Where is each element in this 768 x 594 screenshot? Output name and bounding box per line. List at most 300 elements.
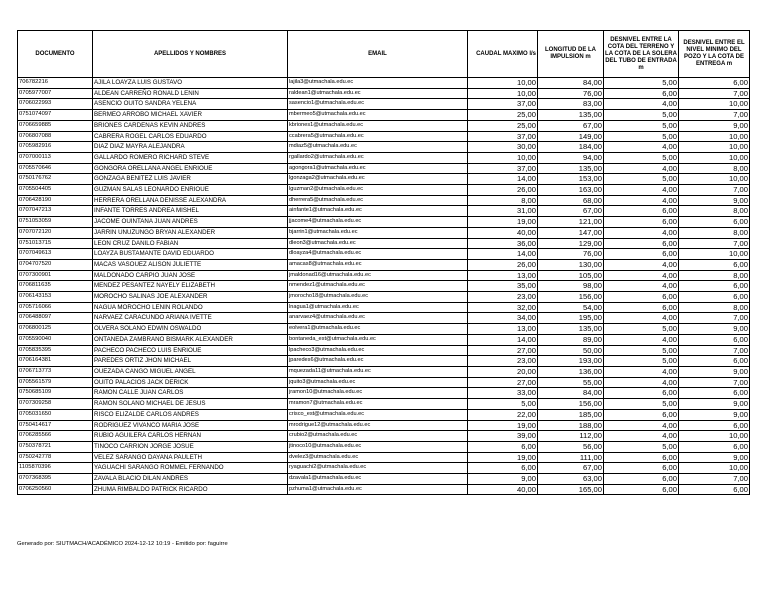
cell-longitud: 67,00 xyxy=(538,120,604,131)
cell-longitud: 67,00 xyxy=(538,206,604,217)
cell-desnivel-terreno: 5,00 xyxy=(604,152,679,163)
cell-caudal: 13,00 xyxy=(468,270,538,281)
cell-desnivel-pozo: 9,00 xyxy=(679,366,750,377)
cell-caudal: 34,00 xyxy=(468,313,538,324)
cell-longitud: 68,00 xyxy=(538,195,604,206)
cell-nombres: LEON CRUZ DANILO FABIAN xyxy=(93,238,288,249)
cell-email: amacas8@utmachala.edu.ec xyxy=(288,259,468,270)
cell-caudal: 40,00 xyxy=(468,484,538,495)
table-row xyxy=(18,281,750,292)
table-row xyxy=(18,185,750,196)
cell-email: dherrera5@utmachala.edu.ec xyxy=(288,195,468,206)
cell-caudal: 5,00 xyxy=(468,399,538,410)
cell-nombres: NAGUA MOROCHO LENIN ROLANDO xyxy=(93,302,288,313)
cell-desnivel-terreno: 6,00 xyxy=(604,474,679,485)
table-row xyxy=(18,110,750,121)
table-row xyxy=(18,142,750,153)
header-caudal: CAUDAL MAXIMO l/s xyxy=(468,31,538,78)
cell-documento: 0706250560 xyxy=(18,484,93,495)
cell-nombres: GALLARDO ROMERO RICHARD STEVE xyxy=(93,152,288,163)
table-body xyxy=(18,78,750,495)
cell-desnivel-pozo: 7,00 xyxy=(679,377,750,388)
table-row xyxy=(18,195,750,206)
cell-desnivel-terreno: 5,00 xyxy=(604,441,679,452)
cell-longitud: 163,00 xyxy=(538,185,604,196)
cell-documento: 706782216 xyxy=(18,78,93,89)
table-row xyxy=(18,463,750,474)
cell-nombres: NARVAEZ CARACUNDO ARIANA IVETTE xyxy=(93,313,288,324)
cell-nombres: LOAYZA BUSTAMANTE DAVID EDUARDO xyxy=(93,249,288,260)
table-row xyxy=(18,152,750,163)
cell-email: jtinoco10@utmachala.edu.ec xyxy=(288,441,468,452)
table-row xyxy=(18,409,750,420)
cell-longitud: 136,00 xyxy=(538,366,604,377)
cell-desnivel-pozo: 10,00 xyxy=(679,142,750,153)
cell-documento: 0704707520 xyxy=(18,259,93,270)
cell-email: sasencio1@utmachala.edu.ec xyxy=(288,99,468,110)
cell-caudal: 19,00 xyxy=(468,452,538,463)
cell-longitud: 67,00 xyxy=(538,463,604,474)
cell-caudal: 35,00 xyxy=(468,281,538,292)
cell-desnivel-pozo: 7,00 xyxy=(679,313,750,324)
cell-nombres: RAMON SOLANO MICHAEL DE JESUS xyxy=(93,399,288,410)
cell-desnivel-pozo: 7,00 xyxy=(679,185,750,196)
table-row xyxy=(18,120,750,131)
cell-longitud: 149,00 xyxy=(538,131,604,142)
cell-nombres: ONTANEDA ZAMBRANO BISMARK ALEXANDER xyxy=(93,334,288,345)
cell-documento: 0706428190 xyxy=(18,195,93,206)
cell-email: anarvaez4@utmachala.edu.ec xyxy=(288,313,468,324)
cell-longitud: 89,00 xyxy=(538,334,604,345)
table-row xyxy=(18,206,750,217)
cell-caudal: 10,00 xyxy=(468,152,538,163)
cell-desnivel-pozo: 6,00 xyxy=(679,334,750,345)
cell-desnivel-pozo: 7,00 xyxy=(679,88,750,99)
cell-nombres: HERRERA ORELLANA DENISSE ALEXANDRA xyxy=(93,195,288,206)
cell-caudal: 10,00 xyxy=(468,88,538,99)
table-row xyxy=(18,238,750,249)
cell-desnivel-terreno: 6,00 xyxy=(604,463,679,474)
cell-desnivel-terreno: 4,00 xyxy=(604,185,679,196)
cell-email: jquito3@utmachala.edu.ec xyxy=(288,377,468,388)
cell-caudal: 39,00 xyxy=(468,431,538,442)
cell-caudal: 31,00 xyxy=(468,206,538,217)
cell-desnivel-terreno: 4,00 xyxy=(604,377,679,388)
table-row xyxy=(18,420,750,431)
cell-nombres: TINOCO CARRION JORGE JOSUE xyxy=(93,441,288,452)
cell-desnivel-terreno: 6,00 xyxy=(604,409,679,420)
cell-desnivel-pozo: 10,00 xyxy=(679,152,750,163)
cell-desnivel-pozo: 8,00 xyxy=(679,206,750,217)
table-row xyxy=(18,227,750,238)
cell-desnivel-terreno: 5,00 xyxy=(604,110,679,121)
cell-desnivel-pozo: 6,00 xyxy=(679,388,750,399)
cell-documento: 0707309258 xyxy=(18,399,93,410)
cell-desnivel-terreno: 4,00 xyxy=(604,334,679,345)
header-desnivel-terreno: DESNIVEL ENTRE LA COTA DEL TERRENO Y LA COTA DE LA SOLERA DEL TUBO DE ENTRADA m xyxy=(604,31,679,78)
cell-longitud: 135,00 xyxy=(538,163,604,174)
cell-documento: 0705570646 xyxy=(18,163,93,174)
cell-longitud: 188,00 xyxy=(538,420,604,431)
cell-email: raldean1@utmachala.edu.ec xyxy=(288,88,468,99)
cell-desnivel-terreno: 6,00 xyxy=(604,302,679,313)
cell-longitud: 83,00 xyxy=(538,99,604,110)
table-row xyxy=(18,292,750,303)
cell-email: crisco_est@utmachala.edu.ec xyxy=(288,409,468,420)
cell-email: rgallardo2@utmachala.edu.ec xyxy=(288,152,468,163)
cell-longitud: 94,00 xyxy=(538,152,604,163)
cell-caudal: 22,00 xyxy=(468,409,538,420)
cell-email: lgonzaga2@utmachala.edu.ec xyxy=(288,174,468,185)
cell-email: jparedes6@utmachala.edu.ec xyxy=(288,356,468,367)
cell-email: pzhuma1@utmachala.edu.ec xyxy=(288,484,468,495)
cell-desnivel-pozo: 6,00 xyxy=(679,281,750,292)
cell-documento: 0705031650 xyxy=(18,409,93,420)
cell-documento: 0707049613 xyxy=(18,249,93,260)
cell-longitud: 193,00 xyxy=(538,356,604,367)
cell-documento: 0705835395 xyxy=(18,345,93,356)
cell-email: jmorocho18@utmachala.edu.ec xyxy=(288,292,468,303)
cell-nombres: PAREDES ORTIZ JHON MICHAEL xyxy=(93,356,288,367)
cell-documento: 0707000113 xyxy=(18,152,93,163)
cell-desnivel-pozo: 9,00 xyxy=(679,409,750,420)
cell-desnivel-terreno: 6,00 xyxy=(604,88,679,99)
cell-documento: 0707072120 xyxy=(18,227,93,238)
cell-documento: 0705504405 xyxy=(18,185,93,196)
cell-caudal: 40,00 xyxy=(468,227,538,238)
cell-desnivel-terreno: 6,00 xyxy=(604,249,679,260)
table-row xyxy=(18,345,750,356)
cell-caudal: 27,00 xyxy=(468,345,538,356)
cell-longitud: 112,00 xyxy=(538,431,604,442)
cell-desnivel-terreno: 6,00 xyxy=(604,388,679,399)
cell-desnivel-terreno: 4,00 xyxy=(604,142,679,153)
cell-documento: 0751013715 xyxy=(18,238,93,249)
cell-caudal: 25,00 xyxy=(468,120,538,131)
cell-documento: 0705982916 xyxy=(18,142,93,153)
cell-longitud: 76,00 xyxy=(538,249,604,260)
table-row xyxy=(18,377,750,388)
cell-caudal: 37,00 xyxy=(468,99,538,110)
cell-longitud: 63,00 xyxy=(538,474,604,485)
cell-desnivel-terreno: 5,00 xyxy=(604,120,679,131)
cell-documento: 0751053059 xyxy=(18,217,93,228)
cell-desnivel-terreno: 4,00 xyxy=(604,366,679,377)
cell-nombres: ZAVALA BLACIO DILAN ANDRES xyxy=(93,474,288,485)
cell-email: ainfante1@utmachala.edu.ec xyxy=(288,206,468,217)
cell-documento: 0706807088 xyxy=(18,131,93,142)
cell-longitud: 84,00 xyxy=(538,78,604,89)
cell-email: lpacheco3@utmachala.edu.ec xyxy=(288,345,468,356)
cell-desnivel-pozo: 9,00 xyxy=(679,452,750,463)
students-table xyxy=(17,30,750,495)
cell-email: nmendez1@utmachala.edu.ec xyxy=(288,281,468,292)
cell-desnivel-terreno: 6,00 xyxy=(604,452,679,463)
cell-nombres: OUITO PALACIOS JACK DERICK xyxy=(93,377,288,388)
cell-email: bontaneda_est@utmachala.edu.ec xyxy=(288,334,468,345)
cell-desnivel-terreno: 5,00 xyxy=(604,345,679,356)
cell-longitud: 111,00 xyxy=(538,452,604,463)
cell-desnivel-terreno: 6,00 xyxy=(604,206,679,217)
cell-desnivel-terreno: 4,00 xyxy=(604,281,679,292)
cell-longitud: 130,00 xyxy=(538,259,604,270)
cell-nombres: RISCO ELIZALDE CARLOS ANDRES xyxy=(93,409,288,420)
cell-documento: 0705561579 xyxy=(18,377,93,388)
table-row xyxy=(18,259,750,270)
header-email: EMAIL xyxy=(288,31,468,78)
header-row xyxy=(18,31,750,78)
cell-email: mbermeo5@utmachala.edu.ec xyxy=(288,110,468,121)
cell-caudal: 36,00 xyxy=(468,238,538,249)
cell-nombres: YAGUACHI SARANGO ROMMEL FERNANDO xyxy=(93,463,288,474)
cell-nombres: OUEZADA CANGO MIGUEL ANGEL xyxy=(93,366,288,377)
cell-desnivel-terreno: 4,00 xyxy=(604,431,679,442)
table-row xyxy=(18,441,750,452)
table-row xyxy=(18,302,750,313)
cell-desnivel-pozo: 6,00 xyxy=(679,420,750,431)
cell-nombres: ALDEAN CARREÑO RONALD LENIN xyxy=(93,88,288,99)
cell-caudal: 10,00 xyxy=(468,78,538,89)
cell-desnivel-pozo: 6,00 xyxy=(679,356,750,367)
cell-nombres: GUZMAN SALAS LEONARDO ENRIOUE xyxy=(93,185,288,196)
cell-nombres: MENDEZ PESANTEZ NAYELY ELIZABETH xyxy=(93,281,288,292)
cell-longitud: 55,00 xyxy=(538,377,604,388)
cell-desnivel-terreno: 4,00 xyxy=(604,227,679,238)
cell-documento: 0750378721 xyxy=(18,441,93,452)
table-row xyxy=(18,484,750,495)
cell-documento: 0750414617 xyxy=(18,420,93,431)
table-row xyxy=(18,270,750,281)
cell-nombres: RUBIO AGUILERA CARLOS HERNAN xyxy=(93,431,288,442)
cell-documento: 0706659885 xyxy=(18,120,93,131)
cell-longitud: 98,00 xyxy=(538,281,604,292)
cell-email: lguzman2@utmachala.edu.ec xyxy=(288,185,468,196)
cell-desnivel-pozo: 6,00 xyxy=(679,259,750,270)
cell-desnivel-pozo: 6,00 xyxy=(679,441,750,452)
cell-email: mramon7@utmachala.edu.ec xyxy=(288,399,468,410)
cell-caudal: 27,00 xyxy=(468,377,538,388)
report-sheet xyxy=(17,30,750,495)
table-row xyxy=(18,356,750,367)
cell-desnivel-terreno: 4,00 xyxy=(604,270,679,281)
cell-email: ryaguachi2@utmachala.edu.ec xyxy=(288,463,468,474)
cell-nombres: RAMON CALLE JUAN CARLOS xyxy=(93,388,288,399)
cell-desnivel-terreno: 6,00 xyxy=(604,217,679,228)
cell-caudal: 8,00 xyxy=(468,195,538,206)
cell-nombres: ASENCIO OUITO SANDRA YELENA xyxy=(93,99,288,110)
cell-nombres: MALDONADO CARPIO JUAN JOSE xyxy=(93,270,288,281)
cell-longitud: 76,00 xyxy=(538,88,604,99)
table-row xyxy=(18,474,750,485)
cell-email: crubio2@utmachala.edu.ec xyxy=(288,431,468,442)
cell-caudal: 6,00 xyxy=(468,463,538,474)
cell-desnivel-pozo: 10,00 xyxy=(679,463,750,474)
cell-longitud: 84,00 xyxy=(538,388,604,399)
cell-email: mquezada11@utmachala.edu.ec xyxy=(288,366,468,377)
cell-desnivel-terreno: 4,00 xyxy=(604,195,679,206)
cell-email: ccabrera5@utmachala.edu.ec xyxy=(288,131,468,142)
table-row xyxy=(18,88,750,99)
cell-desnivel-pozo: 7,00 xyxy=(679,474,750,485)
cell-email: dloayza4@utmachala.edu.ec xyxy=(288,249,468,260)
table-row xyxy=(18,388,750,399)
cell-nombres: MACAS VASOUEZ ALISON JULIETTE xyxy=(93,259,288,270)
cell-nombres: CABRERA ROGEL CARLOS EDUARDO xyxy=(93,131,288,142)
cell-desnivel-terreno: 4,00 xyxy=(604,99,679,110)
cell-nombres: VELEZ SARANGO DAYANA PAULETH xyxy=(93,452,288,463)
table-row xyxy=(18,99,750,110)
cell-desnivel-terreno: 6,00 xyxy=(604,484,679,495)
cell-email: dvelez3@utmachala.edu.ec xyxy=(288,452,468,463)
header-desnivel-pozo: DESNIVEL ENTRE EL NIVEL MINIMO DEL POZO Y LA COTA DE ENTREGA m xyxy=(679,31,750,78)
cell-longitud: 135,00 xyxy=(538,110,604,121)
cell-nombres: BRIONES CARDENAS KEVIN ANDRES xyxy=(93,120,288,131)
cell-nombres: ZHUMA RIMBALDO PATRICK RICARDO xyxy=(93,484,288,495)
table-row xyxy=(18,452,750,463)
cell-desnivel-terreno: 4,00 xyxy=(604,259,679,270)
cell-desnivel-terreno: 4,00 xyxy=(604,163,679,174)
table-row xyxy=(18,131,750,142)
cell-documento: 0706164381 xyxy=(18,356,93,367)
cell-nombres: GONZAGA BENITEZ LUIS JAVIER xyxy=(93,174,288,185)
cell-longitud: 156,00 xyxy=(538,292,604,303)
cell-caudal: 14,00 xyxy=(468,174,538,185)
table-row xyxy=(18,366,750,377)
cell-email: bjarrin1@utmachala.edu.ec xyxy=(288,227,468,238)
cell-longitud: 56,00 xyxy=(538,441,604,452)
cell-desnivel-pozo: 7,00 xyxy=(679,345,750,356)
cell-desnivel-pozo: 8,00 xyxy=(679,270,750,281)
cell-caudal: 32,00 xyxy=(468,302,538,313)
cell-nombres: RODRIGUEZ VIVANCO MARIA JOSE xyxy=(93,420,288,431)
cell-caudal: 9,00 xyxy=(468,474,538,485)
cell-documento: 0706143153 xyxy=(18,292,93,303)
table-row xyxy=(18,399,750,410)
cell-email: agongora1@utmachala.edu.ec xyxy=(288,163,468,174)
cell-caudal: 25,00 xyxy=(468,110,538,121)
cell-desnivel-terreno: 5,00 xyxy=(604,131,679,142)
cell-desnivel-pozo: 9,00 xyxy=(679,399,750,410)
header-longitud: LONGITUD DE LA IMPULSION m xyxy=(538,31,604,78)
cell-documento: 0706022993 xyxy=(18,99,93,110)
cell-longitud: 121,00 xyxy=(538,217,604,228)
cell-nombres: JARRIN UNUZUNGO BRYAN ALEXANDER xyxy=(93,227,288,238)
cell-desnivel-terreno: 5,00 xyxy=(604,399,679,410)
cell-caudal: 30,00 xyxy=(468,142,538,153)
cell-email: jjacome4@utmachala.edu.ec xyxy=(288,217,468,228)
cell-caudal: 14,00 xyxy=(468,334,538,345)
cell-documento: 0707300901 xyxy=(18,270,93,281)
cell-caudal: 33,00 xyxy=(468,388,538,399)
table-row xyxy=(18,324,750,335)
cell-documento: 0706285566 xyxy=(18,431,93,442)
cell-desnivel-pozo: 10,00 xyxy=(679,99,750,110)
cell-documento: 0705590040 xyxy=(18,334,93,345)
cell-email: eolvera1@utmachala.edu.ec xyxy=(288,324,468,335)
cell-documento: 0751074097 xyxy=(18,110,93,121)
cell-nombres: BERMEO ARROBO MICHAEL XAVIER xyxy=(93,110,288,121)
table-row xyxy=(18,78,750,89)
cell-email: dleon3@utmachala.edu.ec xyxy=(288,238,468,249)
header-nombres: APELLIDOS Y NOMBRES xyxy=(93,31,288,78)
table-row xyxy=(18,163,750,174)
cell-nombres: GONGORA ORELLANA ANGEL ENRIOUE xyxy=(93,163,288,174)
cell-documento: 0706713773 xyxy=(18,366,93,377)
cell-longitud: 195,00 xyxy=(538,313,604,324)
cell-documento: 0707368395 xyxy=(18,474,93,485)
cell-desnivel-pozo: 9,00 xyxy=(679,195,750,206)
cell-documento: 0707047213 xyxy=(18,206,93,217)
cell-desnivel-terreno: 5,00 xyxy=(604,356,679,367)
table-row xyxy=(18,217,750,228)
cell-longitud: 105,00 xyxy=(538,270,604,281)
cell-caudal: 19,00 xyxy=(468,420,538,431)
cell-desnivel-pozo: 6,00 xyxy=(679,484,750,495)
cell-desnivel-pozo: 10,00 xyxy=(679,431,750,442)
cell-documento: 0705716066 xyxy=(18,302,93,313)
cell-caudal: 6,00 xyxy=(468,441,538,452)
cell-email: jmaldonad16@utmachala.edu.ec xyxy=(288,270,468,281)
cell-caudal: 23,00 xyxy=(468,356,538,367)
cell-nombres: OLVERA SOLANO EDWIN OSWALDO xyxy=(93,324,288,335)
cell-email: mrodrigue12@utmachala.edu.ec xyxy=(288,420,468,431)
cell-email: mdiaz5@utmachala.edu.ec xyxy=(288,142,468,153)
cell-desnivel-terreno: 5,00 xyxy=(604,324,679,335)
table-row xyxy=(18,174,750,185)
cell-caudal: 13,00 xyxy=(468,324,538,335)
cell-longitud: 54,00 xyxy=(538,302,604,313)
cell-email: dzavala1@utmachala.edu.ec xyxy=(288,474,468,485)
cell-desnivel-pozo: 8,00 xyxy=(679,302,750,313)
cell-email: lnagua1@utmachala.edu.ec xyxy=(288,302,468,313)
cell-nombres: INFANTE TORRES ANDREA MISHEL xyxy=(93,206,288,217)
cell-desnivel-pozo: 8,00 xyxy=(679,227,750,238)
cell-documento: 0750242778 xyxy=(18,452,93,463)
cell-caudal: 37,00 xyxy=(468,163,538,174)
cell-nombres: AJILA LOAYZA LUIS GUSTAVO xyxy=(93,78,288,89)
cell-desnivel-pozo: 6,00 xyxy=(679,292,750,303)
report-footer: Generado por: SIUTMACH/ACADÉMICO 2024-12-12 10:19 - Emitido por: faguirre xyxy=(17,541,228,547)
cell-longitud: 129,00 xyxy=(538,238,604,249)
cell-nombres: MOROCHO SALINAS JOE ALEXANDER xyxy=(93,292,288,303)
cell-longitud: 165,00 xyxy=(538,484,604,495)
cell-longitud: 184,00 xyxy=(538,142,604,153)
cell-email: lajila3@utmachala.edu.ec xyxy=(288,78,468,89)
cell-longitud: 185,00 xyxy=(538,409,604,420)
cell-nombres: DIAZ DIAZ MAYRA ALEJANDRA xyxy=(93,142,288,153)
cell-longitud: 153,00 xyxy=(538,174,604,185)
cell-nombres: PACHECO PACHECO LUIS ENRIOUE xyxy=(93,345,288,356)
cell-documento: 0705977007 xyxy=(18,88,93,99)
cell-documento: 0750685109 xyxy=(18,388,93,399)
cell-documento: 1105870396 xyxy=(18,463,93,474)
cell-desnivel-pozo: 8,00 xyxy=(679,163,750,174)
cell-desnivel-terreno: 4,00 xyxy=(604,313,679,324)
cell-email: kbriones1@utmachala.edu.ec xyxy=(288,120,468,131)
cell-desnivel-pozo: 10,00 xyxy=(679,249,750,260)
cell-caudal: 14,00 xyxy=(468,249,538,260)
cell-documento: 0750176762 xyxy=(18,174,93,185)
cell-desnivel-pozo: 7,00 xyxy=(679,238,750,249)
cell-desnivel-pozo: 9,00 xyxy=(679,120,750,131)
cell-caudal: 23,00 xyxy=(468,292,538,303)
table-row xyxy=(18,334,750,345)
cell-caudal: 26,00 xyxy=(468,259,538,270)
cell-longitud: 135,00 xyxy=(538,324,604,335)
header-documento: DOCUMENTO xyxy=(18,31,93,78)
cell-caudal: 37,00 xyxy=(468,131,538,142)
cell-documento: 0706488097 xyxy=(18,313,93,324)
